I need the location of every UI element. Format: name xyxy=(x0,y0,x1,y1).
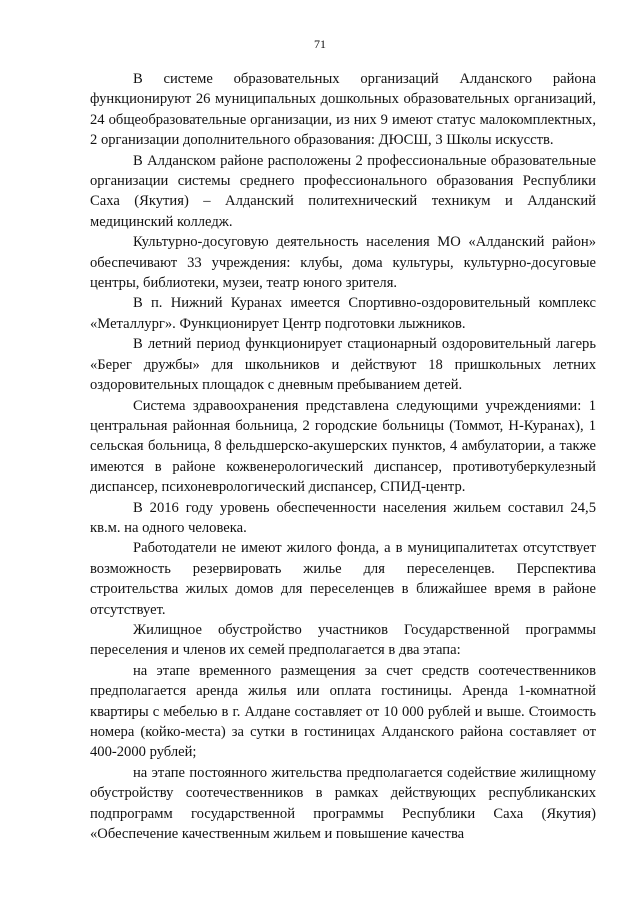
paragraph-employers-housing: Работодатели не имеют жилого фонда, а в муниципалитетах отсутствует возможность резервировать жилье для переселенцев. Перспектива строительства жилых домов для переселенцев в ближайшее время в районе отсутствует. xyxy=(90,540,596,618)
paragraph-temporary-stage: на этапе временного размещения за счет средств соотечественников предполагается аренда жилья или оплата гостиницы. Аренда 1-комнатной квартиры с мебелью в г. Алдане составляет от 10 000 рублей и выше. Стоимость номера (койко-места) за сутки в гостиницах Алданского района составляет от 400-2000 рублей; xyxy=(90,662,596,761)
paragraph-summer-camp: В летний период функционирует стационарный оздоровительный лагерь «Берег дружбы» для школьников и действуют 18 пришкольных летних оздоровительных площадок с дневным пребыванием детей. xyxy=(90,336,596,394)
page-number: 71 xyxy=(314,37,326,51)
paragraph-professional-education: В Алданском районе расположены 2 профессиональные образовательные организации системы среднего профессионального образования Республики Саха (Якутия) – Алданский политехнический техникум и Алданский медицинский колледж. xyxy=(90,152,596,230)
body-text xyxy=(90,69,596,844)
paragraph-permanent-stage: на этапе постоянного жительства предполагается содействие жилищному обустройству соотечественников в рамках действующих республиканских подпрограмм государственной программы Республики Саха (Якутия) «Обеспечение качественным жильем и повышение качества xyxy=(90,764,596,843)
paragraph-education-organizations: В системе образовательных организаций Алданского района функционируют 26 муниципальных дошкольных образовательных организаций, 24 общеобразовательные организации, из них 9 имеют статус малокомплектных, 2 организации дополнительного образования: ДЮСШ, 3 Школы искусств. xyxy=(90,71,596,149)
paragraph-cultural-institutions: Культурно-досуговую деятельность населения МО «Алданский район» обеспечивают 33 учреждения: клубы, дома культуры, культурно-досуговые центры, библиотеки, музеи, театр юного зрителя. xyxy=(90,234,596,292)
paragraph-housing-stages: Жилищное обустройство участников Государственной программы переселения и членов их семей предполагается в два этапа: xyxy=(90,621,596,659)
paragraph-sports-complex: В п. Нижний Куранах имеется Спортивно-оздоровительный комплекс «Металлург». Функционирует Центр подготовки лыжников. xyxy=(90,295,596,332)
paragraph-housing-provision: В 2016 году уровень обеспеченности населения жильем составил 24,5 кв.м. на одного человека. xyxy=(90,499,596,536)
paragraph-healthcare: Система здравоохранения представлена следующими учреждениями: 1 центральная районная больница, 2 городские больницы (Томмот, Н-Куранах), 1 сельская больница, 8 фельдшерско-акушерских пунктов, 4 амбулатории, а также имеются в районе кожвенерологический диспансер, противотуберкулезный диспансер, психоневрологический диспансер, СПИД-центр. xyxy=(90,397,596,496)
